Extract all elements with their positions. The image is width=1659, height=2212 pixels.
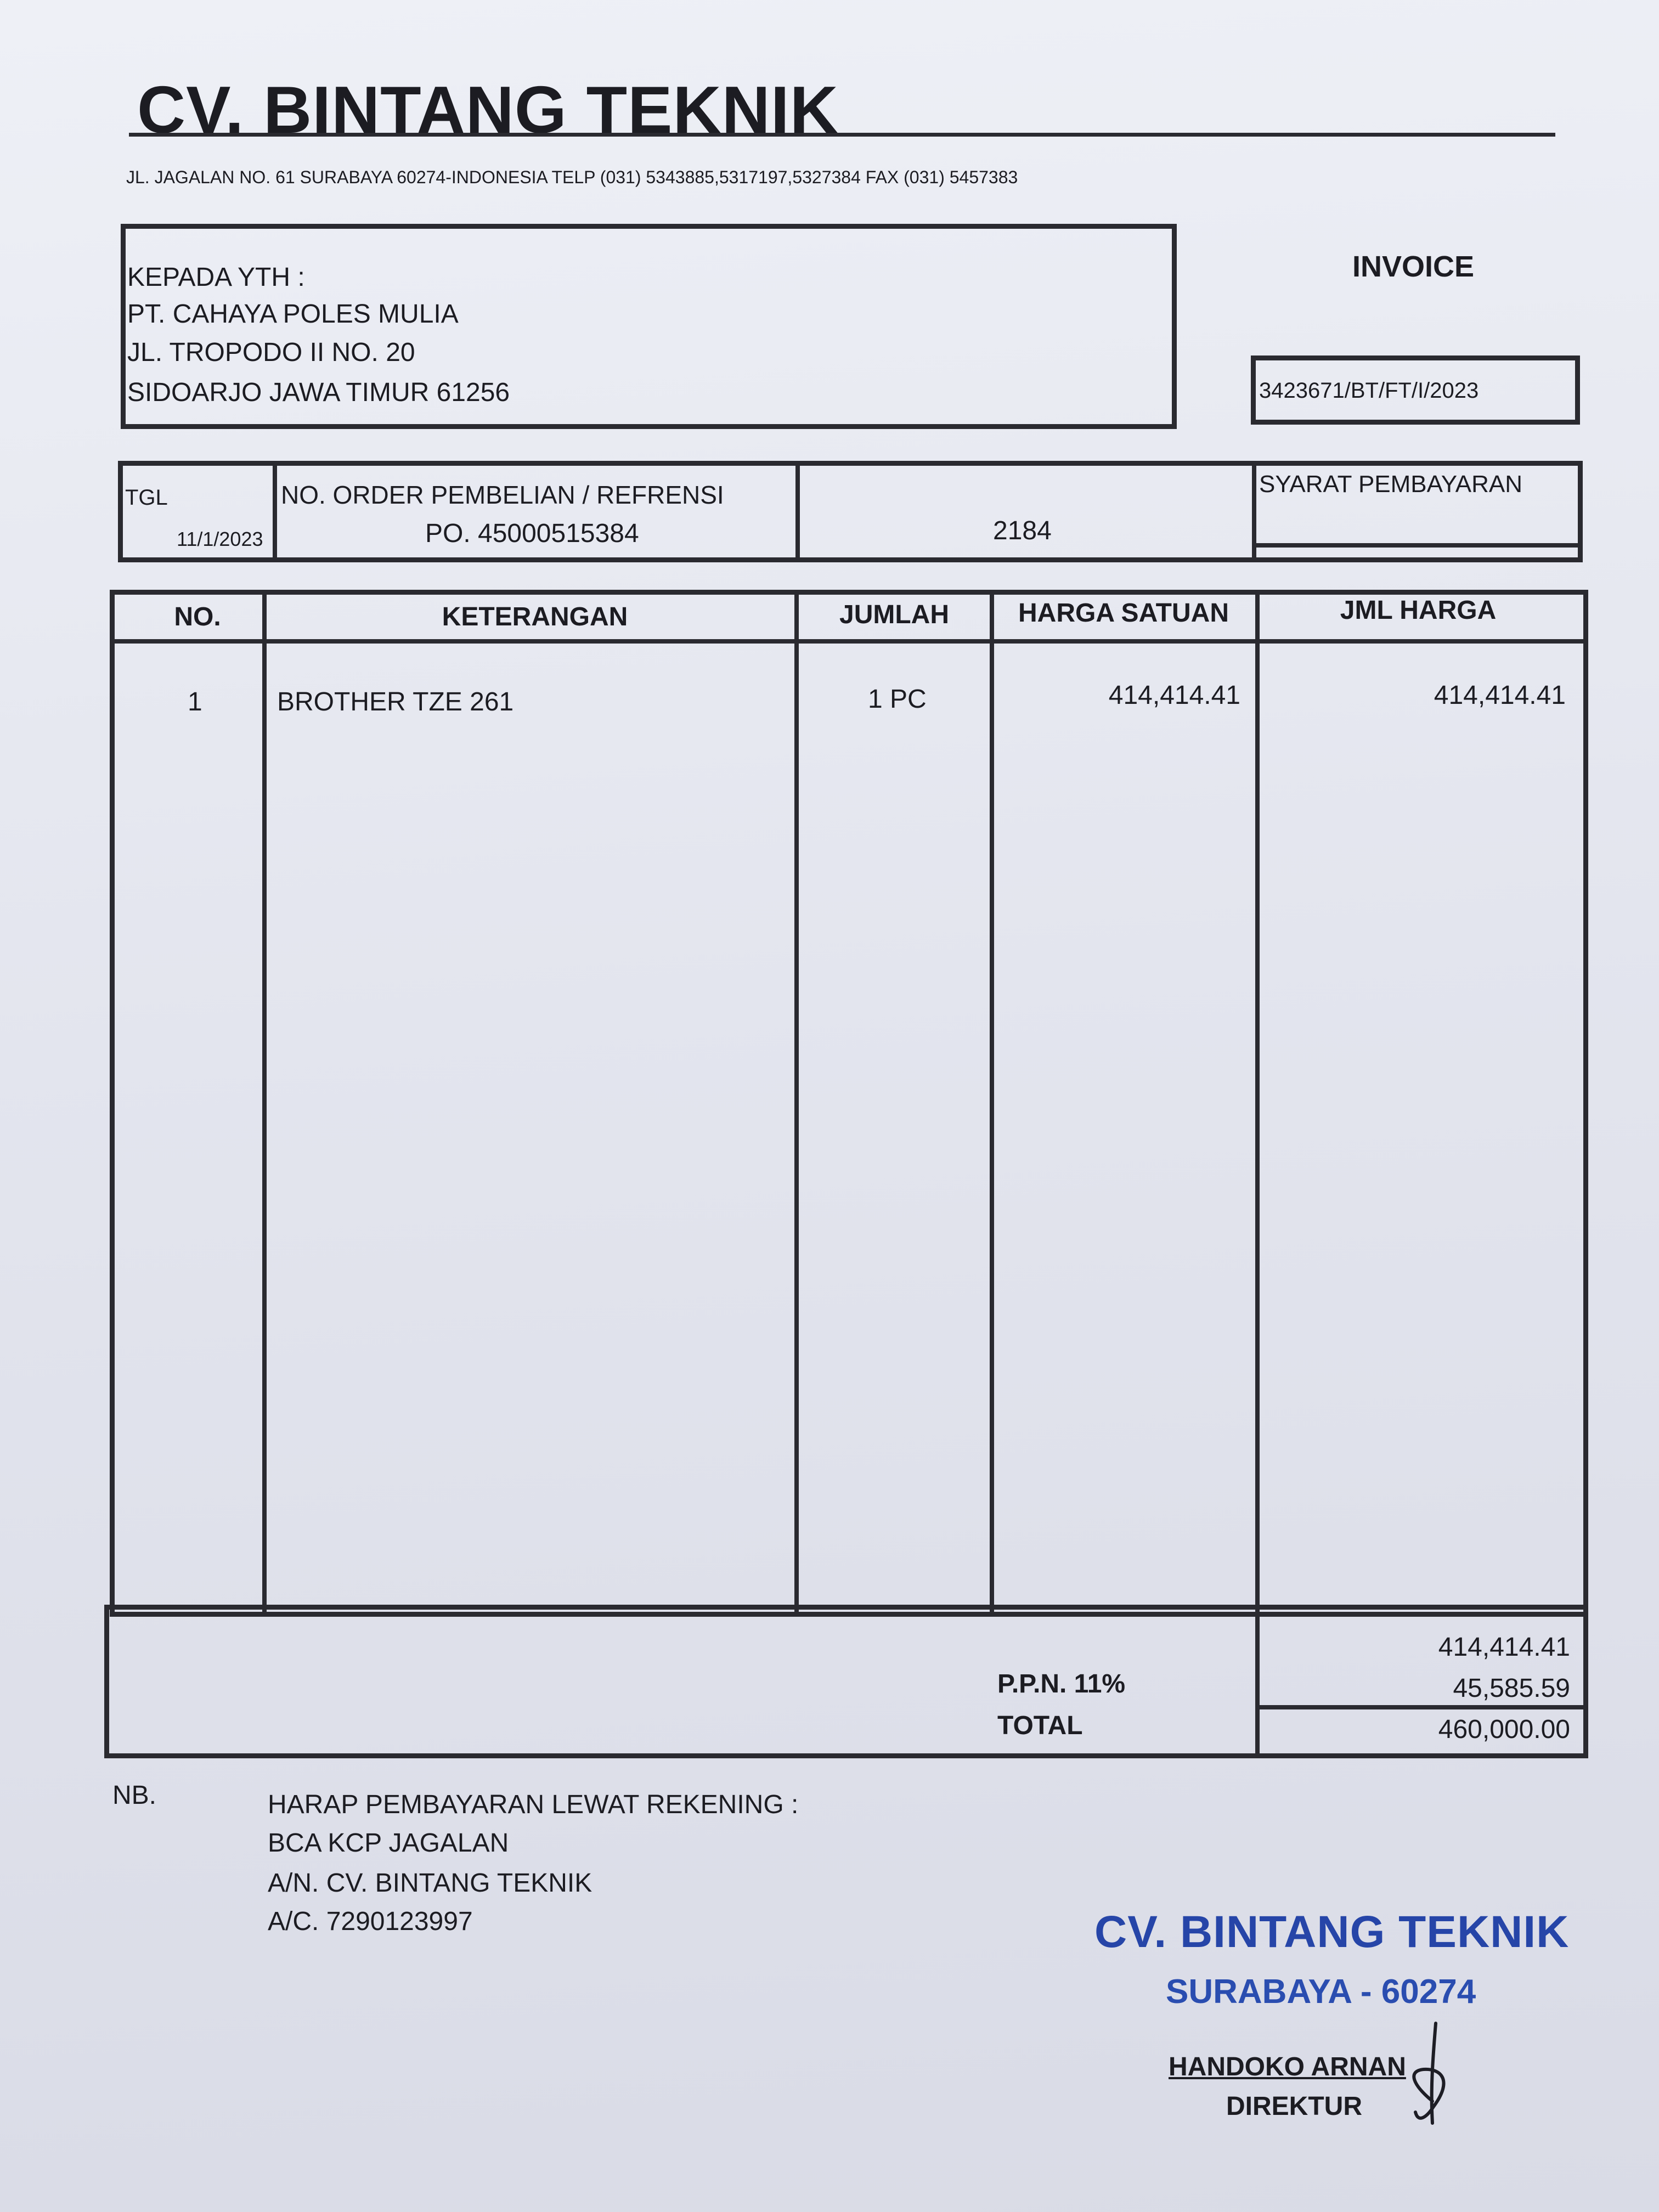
date-value: 11/1/2023	[177, 528, 263, 550]
date-label: TGL	[125, 486, 168, 510]
note-line: BCA KCP JAGALAN	[268, 1829, 509, 1858]
row-unit-price: 414,414.41	[1108, 681, 1240, 710]
table-column-divider	[794, 592, 799, 1614]
total-label: TOTAL	[997, 1711, 1083, 1740]
item-table	[110, 590, 1588, 1617]
signatory-name: HANDOKO ARNAN	[1169, 2052, 1406, 2081]
table-column-divider	[1255, 592, 1260, 1614]
note-line: HARAP PEMBAYARAN LEWAT REKENING :	[268, 1790, 799, 1819]
column-header: HARGA SATUAN	[1018, 599, 1229, 628]
note-line: A/C. 7290123997	[268, 1907, 473, 1936]
payment-terms-label: SYARAT PEMBAYARAN	[1259, 471, 1523, 498]
table-column-divider	[990, 592, 994, 1614]
row-number: 1	[188, 687, 202, 716]
totals-box	[104, 1605, 1588, 1758]
company-stamp-name: CV. BINTANG TEKNIK	[1094, 1907, 1570, 1957]
tax-value: 45,585.59	[1453, 1674, 1570, 1703]
invoice-title: INVOICE	[1352, 250, 1475, 283]
reference-divider	[795, 464, 800, 560]
company-stamp-city: SURABAYA - 60274	[1166, 1973, 1476, 2011]
recipient-line: SIDOARJO JAWA TIMUR 61256	[127, 378, 510, 407]
reference-divider	[273, 464, 277, 560]
recipient-line: JL. TROPODO II NO. 20	[127, 338, 415, 367]
signatory-title: DIREKTUR	[1226, 2092, 1362, 2121]
note-line: A/N. CV. BINTANG TEKNIK	[268, 1869, 592, 1898]
signature-mark	[1402, 2019, 1462, 2129]
table-column-divider	[262, 592, 267, 1614]
column-header: JML HARGA	[1340, 596, 1497, 625]
column-header: NO.	[174, 602, 221, 631]
row-description: BROTHER TZE 261	[277, 687, 514, 716]
totals-divider	[1257, 1705, 1585, 1709]
company-name: CV. BINTANG TEKNIK	[137, 72, 839, 147]
reference-extra-value: 2184	[993, 516, 1052, 545]
totals-divider	[1255, 1607, 1260, 1756]
order-label: NO. ORDER PEMBELIAN / REFRENSI	[281, 481, 724, 509]
recipient-line: PT. CAHAYA POLES MULIA	[127, 300, 459, 329]
table-header-rule	[112, 639, 1585, 644]
note-label: NB.	[112, 1781, 157, 1810]
tax-label: P.P.N. 11%	[997, 1669, 1126, 1699]
column-header: JUMLAH	[839, 600, 949, 629]
invoice-number: 3423671/BT/FT/I/2023	[1259, 379, 1479, 403]
row-quantity: 1 PC	[868, 685, 927, 714]
header-rule	[129, 133, 1555, 137]
subtotal-value: 414,414.41	[1438, 1633, 1570, 1662]
recipient-line: KEPADA YTH :	[127, 263, 305, 292]
column-header: KETERANGAN	[442, 602, 628, 631]
company-address: JL. JAGALAN NO. 61 SURABAYA 60274-INDONESIA TELP (031) 5343885,5317197,5327384 FAX (031) 5457383	[126, 167, 1018, 187]
reference-divider	[1254, 543, 1581, 548]
total-value: 460,000.00	[1438, 1715, 1570, 1744]
order-value: PO. 45000515384	[425, 519, 639, 548]
row-total: 414,414.41	[1434, 681, 1566, 710]
